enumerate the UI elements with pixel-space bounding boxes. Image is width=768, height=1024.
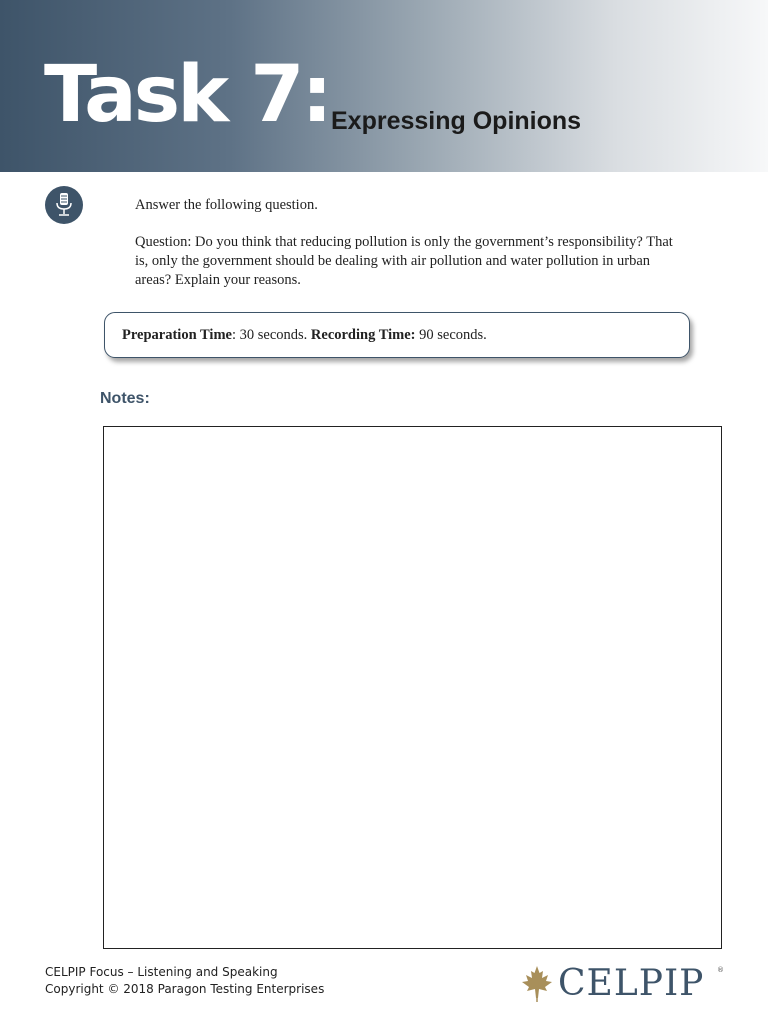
microphone-icon: [45, 186, 83, 224]
notes-area[interactable]: [103, 426, 722, 949]
header-banner: [0, 0, 768, 172]
celpip-logo: [520, 962, 725, 1006]
question-text: Question: Do you think that reducing pollution is only the government’s responsibility? That is, only the government should be dealing with air pollution and water pollution in urban areas? Explain your reasons.: [135, 234, 673, 288]
task-number: Task 7:: [44, 50, 330, 140]
notes-label: Notes:: [100, 390, 150, 407]
task-title: Expressing Opinions: [331, 107, 582, 135]
recording-time-label: Recording Time:: [310, 327, 416, 343]
timing-text: [122, 327, 487, 344]
registered-mark: ®: [717, 966, 724, 974]
footer-course-title: CELPIP Focus – Listening and Speaking: [45, 965, 278, 979]
timing-box: [104, 312, 690, 358]
prep-time-value: : 30 seconds.: [231, 327, 311, 343]
footer-copyright: Copyright © 2018 Paragon Testing Enterprises: [45, 982, 325, 996]
maple-leaf-icon: [520, 965, 554, 1003]
prep-time-label: Preparation Time: [122, 327, 232, 343]
recording-time-value: 90 seconds.: [415, 327, 487, 343]
logo-wordmark: CELPIP: [558, 963, 705, 1004]
instruction-text: Answer the following question.: [135, 197, 318, 213]
